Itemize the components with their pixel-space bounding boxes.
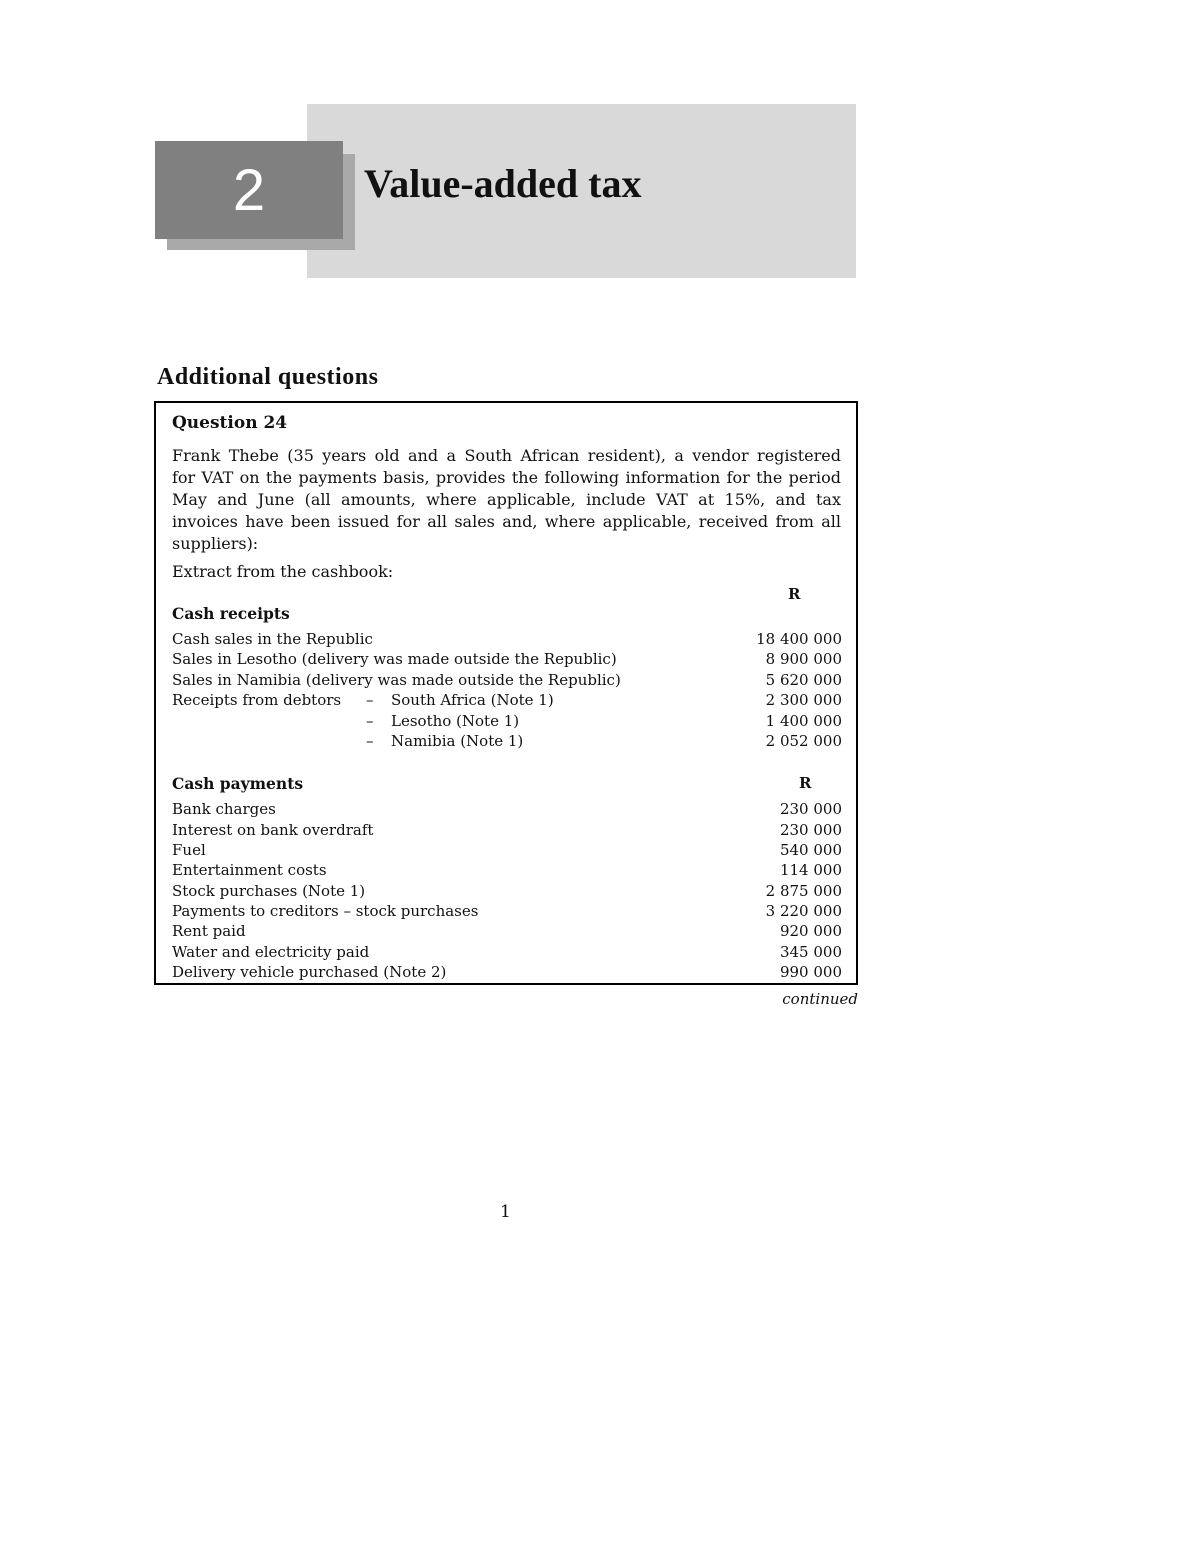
- row-amount: 8 900 000: [765, 650, 842, 668]
- row-amount: 920 000: [779, 922, 842, 940]
- row-amount: 18 400 000: [756, 630, 842, 648]
- table-row: [172, 712, 842, 732]
- row-description: Receipts from debtors: [172, 691, 342, 709]
- question-box: [154, 401, 858, 985]
- row-amount: 114 000: [779, 861, 842, 879]
- row-amount: 540 000: [779, 841, 842, 859]
- row-sub-description: Lesotho (Note 1): [391, 712, 520, 730]
- row-amount: 2 875 000: [765, 882, 842, 900]
- table-row: [172, 963, 842, 983]
- payments-currency-label: R: [799, 774, 812, 792]
- chapter-number: 2: [155, 141, 343, 239]
- row-description: Sales in Lesotho (delivery was made outside the Republic): [172, 650, 617, 668]
- row-description: Entertainment costs: [172, 861, 327, 879]
- table-row: [172, 671, 842, 691]
- section-heading: Additional questions: [157, 364, 379, 390]
- extract-label: Extract from the cashbook:: [172, 562, 394, 581]
- row-description: Delivery vehicle purchased (Note 2): [172, 963, 447, 981]
- cash-receipts-heading: Cash receipts: [172, 604, 290, 623]
- table-row: [172, 943, 842, 963]
- receipts-currency-label: R: [788, 585, 801, 603]
- row-description: Stock purchases (Note 1): [172, 882, 366, 900]
- table-row: [172, 732, 842, 752]
- row-description: Payments to creditors – stock purchases: [172, 902, 479, 920]
- row-amount: 230 000: [779, 800, 842, 818]
- row-sub-description: Namibia (Note 1): [391, 732, 524, 750]
- row-description: Interest on bank overdraft: [172, 821, 374, 839]
- row-amount: 345 000: [779, 943, 842, 961]
- question-label: Question 24: [172, 413, 288, 433]
- table-row: [172, 861, 842, 881]
- row-amount: 990 000: [779, 963, 842, 981]
- table-row: [172, 922, 842, 942]
- cash-payments-heading: Cash payments: [172, 774, 304, 793]
- row-dash: –: [366, 691, 374, 709]
- row-description: Rent paid: [172, 922, 246, 940]
- continued-label: continued: [782, 990, 858, 1008]
- row-amount: 2 052 000: [765, 732, 842, 750]
- row-description: Sales in Namibia (delivery was made outside the Republic): [172, 671, 621, 689]
- question-intro: Frank Thebe (35 years old and a South African resident), a vendor registered for VAT on the payments basis, provides the following information for the period May and June (all amounts, where applicable, include VAT at 15%, and tax invoices have been issued for all sales and, where applicable, received from all suppliers):: [172, 446, 841, 553]
- row-amount: 1 400 000: [765, 712, 842, 730]
- row-description: Cash sales in the Republic: [172, 630, 373, 648]
- table-row: [172, 882, 842, 902]
- row-dash: –: [366, 732, 374, 750]
- row-description: Water and electricity paid: [172, 943, 370, 961]
- table-row: [172, 691, 842, 711]
- row-description: Fuel: [172, 841, 206, 859]
- chapter-title: Value-added tax: [364, 161, 642, 206]
- row-description: Bank charges: [172, 800, 276, 818]
- page-number: 1: [500, 1202, 511, 1222]
- row-sub-description: South Africa (Note 1): [391, 691, 554, 709]
- table-row: [172, 650, 842, 670]
- table-row: [172, 821, 842, 841]
- table-row: [172, 800, 842, 820]
- table-row: [172, 902, 842, 922]
- row-amount: 3 220 000: [765, 902, 842, 920]
- table-row: [172, 630, 842, 650]
- row-amount: 230 000: [779, 821, 842, 839]
- row-dash: –: [366, 712, 374, 730]
- row-amount: 5 620 000: [765, 671, 842, 689]
- row-amount: 2 300 000: [765, 691, 842, 709]
- table-row: [172, 841, 842, 861]
